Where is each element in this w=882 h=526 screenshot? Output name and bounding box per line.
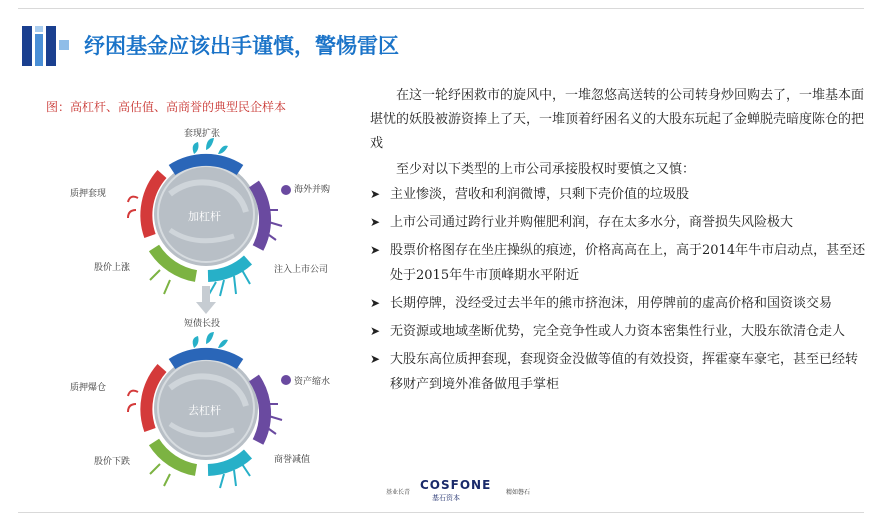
brand-subtitle: 基石资本 — [432, 494, 460, 502]
top-right-bulb-icon — [281, 185, 291, 195]
arrow-bullet-icon: ➤ — [370, 243, 381, 257]
top-cycle-label-top: 套现扩张 — [184, 129, 221, 139]
list-item: ➤ 长期停牌，没经受过去半年的熊市挤泡沫，用停牌前的虚高价格和国资谈交易 — [370, 291, 870, 316]
bottom-cycle-label-bottom-right: 商誉减值 — [274, 455, 311, 465]
page-title: 纾困基金应该出手谨慎，警惕雷区 — [84, 34, 399, 58]
bullet-list — [370, 182, 870, 397]
brand-name: COSFONE — [420, 478, 492, 492]
top-cycle-label-bottom-left: 股价上涨 — [94, 263, 131, 273]
bottom-cycle-center-label: 去杠杆 — [188, 404, 221, 417]
bottom-divider — [18, 512, 864, 513]
footer-right-text: 精如磐石 — [506, 489, 531, 496]
list-item: ➤ 大股东高位质押套现，套现资金没做等值的有效投资，挥霍豪车豪宅，甚至已经转移财产到境外准备做甩手掌柜 — [370, 347, 870, 397]
list-item: ➤ 无资源或地域垄断优势，完全竞争性或人力资本密集性行业，大股东欲清仓走人 — [370, 319, 870, 344]
arrow-bullet-icon: ➤ — [370, 324, 381, 338]
top-cycle-center-label: 加杠杆 — [188, 210, 221, 223]
bottom-cycle-label-left: 质押爆仓 — [70, 383, 107, 393]
top-cycle-label-left: 质押套现 — [70, 189, 107, 199]
list-item: ➤ 股票价格图存在坐庄操纵的痕迹，价格高高在上，高于2014年牛市启动点，甚至还处于2015年牛市顶峰期水平附近 — [370, 238, 870, 288]
top-divider — [18, 8, 864, 9]
leverage-cycle-diagram — [20, 118, 360, 498]
lead-paragraph: 至少对以下类型的上市公司承接股权时要慎之又慎： — [396, 162, 696, 177]
list-item: ➤ 主业惨淡，营收和利润微博，只剩下壳价值的垃圾股 — [370, 182, 870, 207]
company-logo-icon — [22, 26, 70, 66]
bottom-cycle-label-top: 短债长投 — [184, 319, 221, 329]
bottom-cycle-label-right: 资产缩水 — [294, 377, 331, 387]
bottom-leaves-icon — [193, 332, 228, 348]
intro-paragraph: 在这一轮纾困救市的旋风中，一堆忽悠高送转的公司转身炒回购去了，一堆基本面堪忧的妖股被游资捧上了天，一堆顶着纾困名义的大股东玩起了金蝉脱壳暗度陈仓的把戏 — [370, 88, 865, 151]
list-item: ➤ 上市公司通过跨行业并购催肥利润，存在太多水分，商誉损失风险极大 — [370, 210, 870, 235]
bottom-cycle-label-bottom-left: 股价下跌 — [94, 457, 131, 467]
arrow-bullet-icon: ➤ — [370, 296, 381, 310]
figure-caption: 图：高杠杆、高估值、高商誉的典型民企样本 — [46, 100, 287, 114]
footer-brand — [386, 478, 586, 504]
body-text — [370, 84, 870, 400]
top-cycle-label-right: 海外并购 — [294, 185, 331, 195]
cycle-graphic — [20, 118, 360, 498]
footer-left-text: 基业长青 — [386, 489, 411, 496]
bottom-right-bulb-icon — [281, 375, 291, 385]
arrow-bullet-icon: ➤ — [370, 215, 381, 229]
top-leaves-icon — [193, 138, 228, 154]
arrow-bullet-icon: ➤ — [370, 187, 381, 201]
top-cycle-label-bottom-right: 注入上市公司 — [274, 265, 329, 275]
arrow-bullet-icon: ➤ — [370, 352, 381, 366]
